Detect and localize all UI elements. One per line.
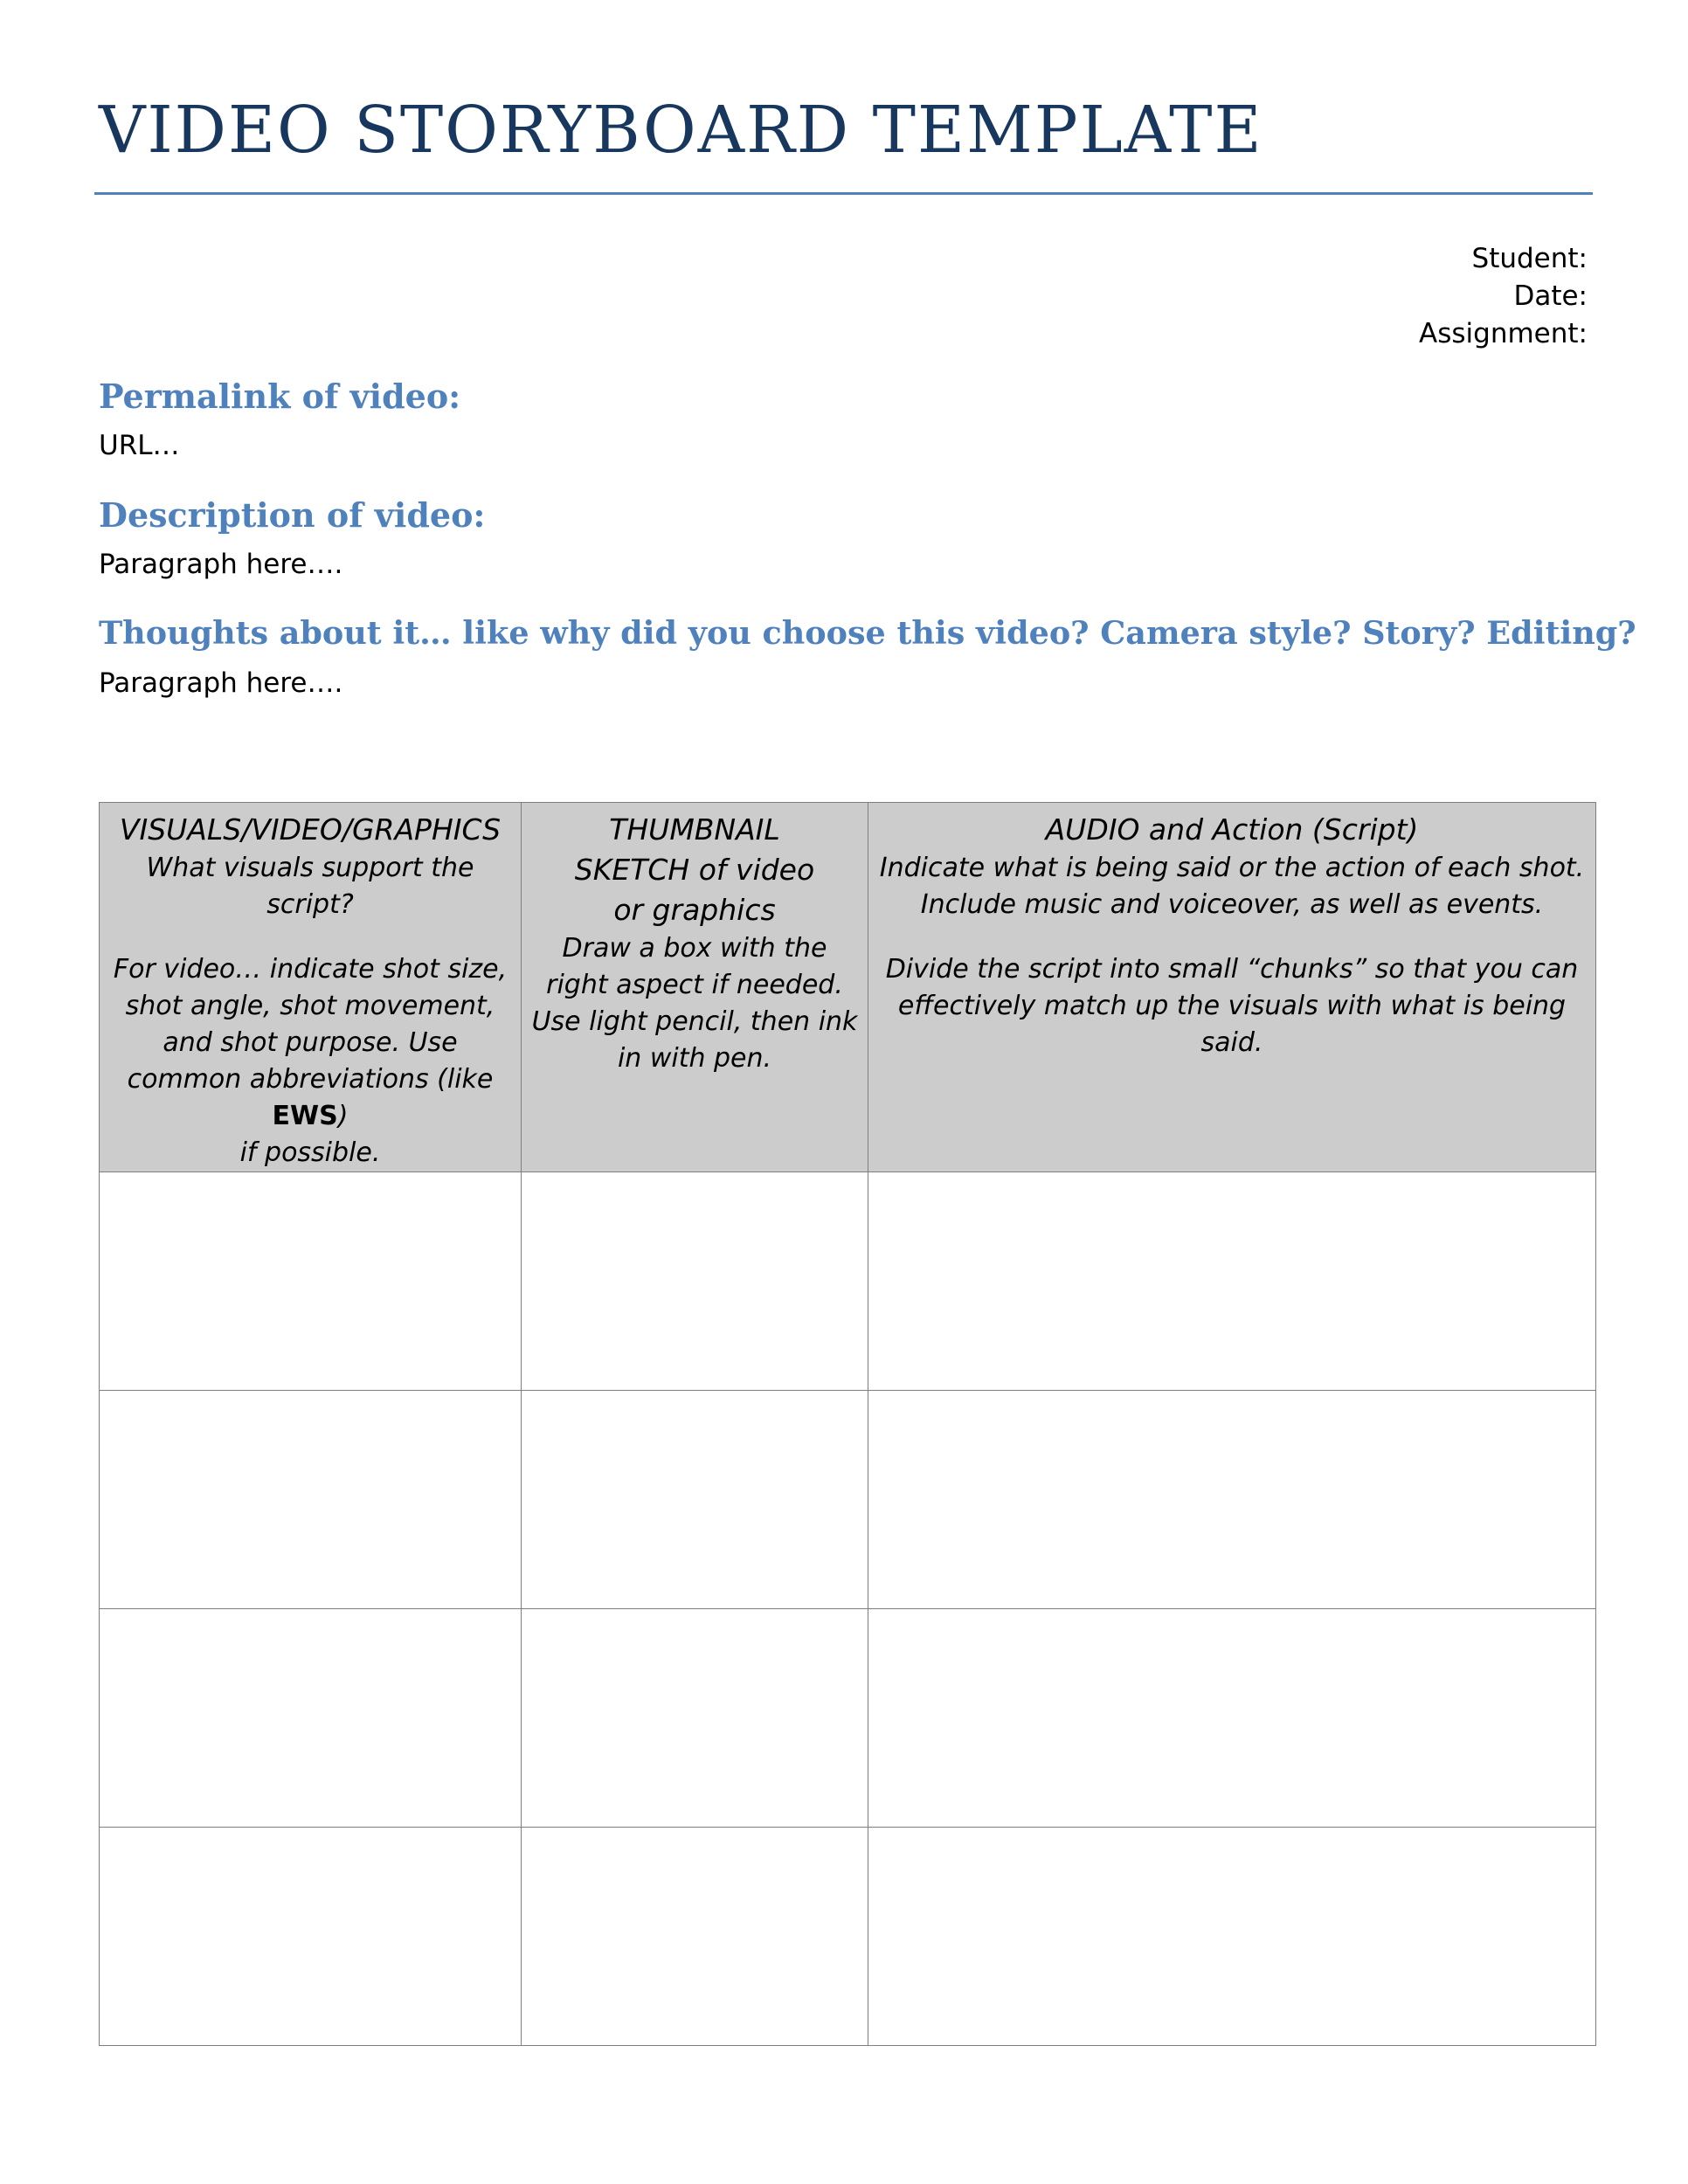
visuals-cell[interactable]	[100, 1828, 522, 2046]
table-row	[100, 1391, 1596, 1609]
header-thumbnail-body: Draw a box with the right aspect if needed. Use light pencil, then ink in with pen.	[531, 933, 858, 1074]
assignment-label: Assignment:	[1419, 318, 1588, 349]
header-audio	[868, 803, 1596, 1172]
description-paragraph: Paragraph here….	[99, 549, 343, 580]
visuals-cell[interactable]	[100, 1172, 522, 1391]
header-thumbnail-title-c: or graphics	[613, 893, 776, 927]
title-underline	[94, 192, 1593, 195]
date-label: Date:	[1513, 280, 1588, 312]
header-audio-para2: Divide the script into small “chunks” so that you can effectively match up the visuals with what is being said.	[885, 954, 1579, 1058]
thoughts-heading: Thoughts about it… like why did you choose this video? Camera style? Story? Editing?	[99, 614, 1636, 652]
header-thumbnail-title-a: THUMBNAIL	[609, 812, 780, 847]
thumbnail-cell[interactable]	[522, 1391, 868, 1609]
thumbnail-cell[interactable]	[522, 1172, 868, 1391]
header-visuals-line1: What visuals support the script?	[146, 853, 474, 920]
student-info-block	[1419, 240, 1588, 353]
permalink-heading: Permalink of video:	[99, 377, 461, 416]
student-label: Student:	[1471, 243, 1588, 274]
visuals-cell[interactable]	[100, 1609, 522, 1828]
document-title: VIDEO STORYBOARD TEMPLATE	[99, 93, 1263, 168]
table-row	[100, 1609, 1596, 1828]
thoughts-paragraph: Paragraph here….	[99, 667, 343, 699]
audio-cell[interactable]	[868, 1609, 1596, 1828]
description-heading: Description of video:	[99, 495, 486, 535]
audio-cell[interactable]	[868, 1828, 1596, 2046]
header-visuals-ews: EWS	[272, 1101, 338, 1131]
thumbnail-cell[interactable]	[522, 1828, 868, 2046]
table-row	[100, 1172, 1596, 1391]
header-visuals-para2c: if possible.	[239, 1137, 381, 1168]
header-visuals-para2b: )	[337, 1101, 349, 1131]
storyboard-header-row	[100, 803, 1596, 1172]
storyboard-table	[99, 802, 1596, 2046]
header-thumbnail-title-b: SKETCH of video	[574, 853, 815, 887]
thumbnail-cell[interactable]	[522, 1609, 868, 1828]
visuals-cell[interactable]	[100, 1391, 522, 1609]
permalink-url-text: URL…	[99, 430, 180, 461]
audio-cell[interactable]	[868, 1172, 1596, 1391]
table-row	[100, 1828, 1596, 2046]
audio-cell[interactable]	[868, 1391, 1596, 1609]
header-audio-title: AUDIO and Action (Script)	[1045, 812, 1419, 847]
header-thumbnail	[522, 803, 868, 1172]
header-visuals-para2a: For video… indicate shot size, shot angle, shot movement, and shot purpose. Use common abbreviations (like	[113, 954, 508, 1095]
header-visuals-title: VISUALS/VIDEO/GRAPHICS	[119, 812, 502, 847]
header-audio-para1: Indicate what is being said or the action of each shot. Include music and voiceover, as well as events.	[879, 853, 1585, 920]
header-visuals	[100, 803, 522, 1172]
